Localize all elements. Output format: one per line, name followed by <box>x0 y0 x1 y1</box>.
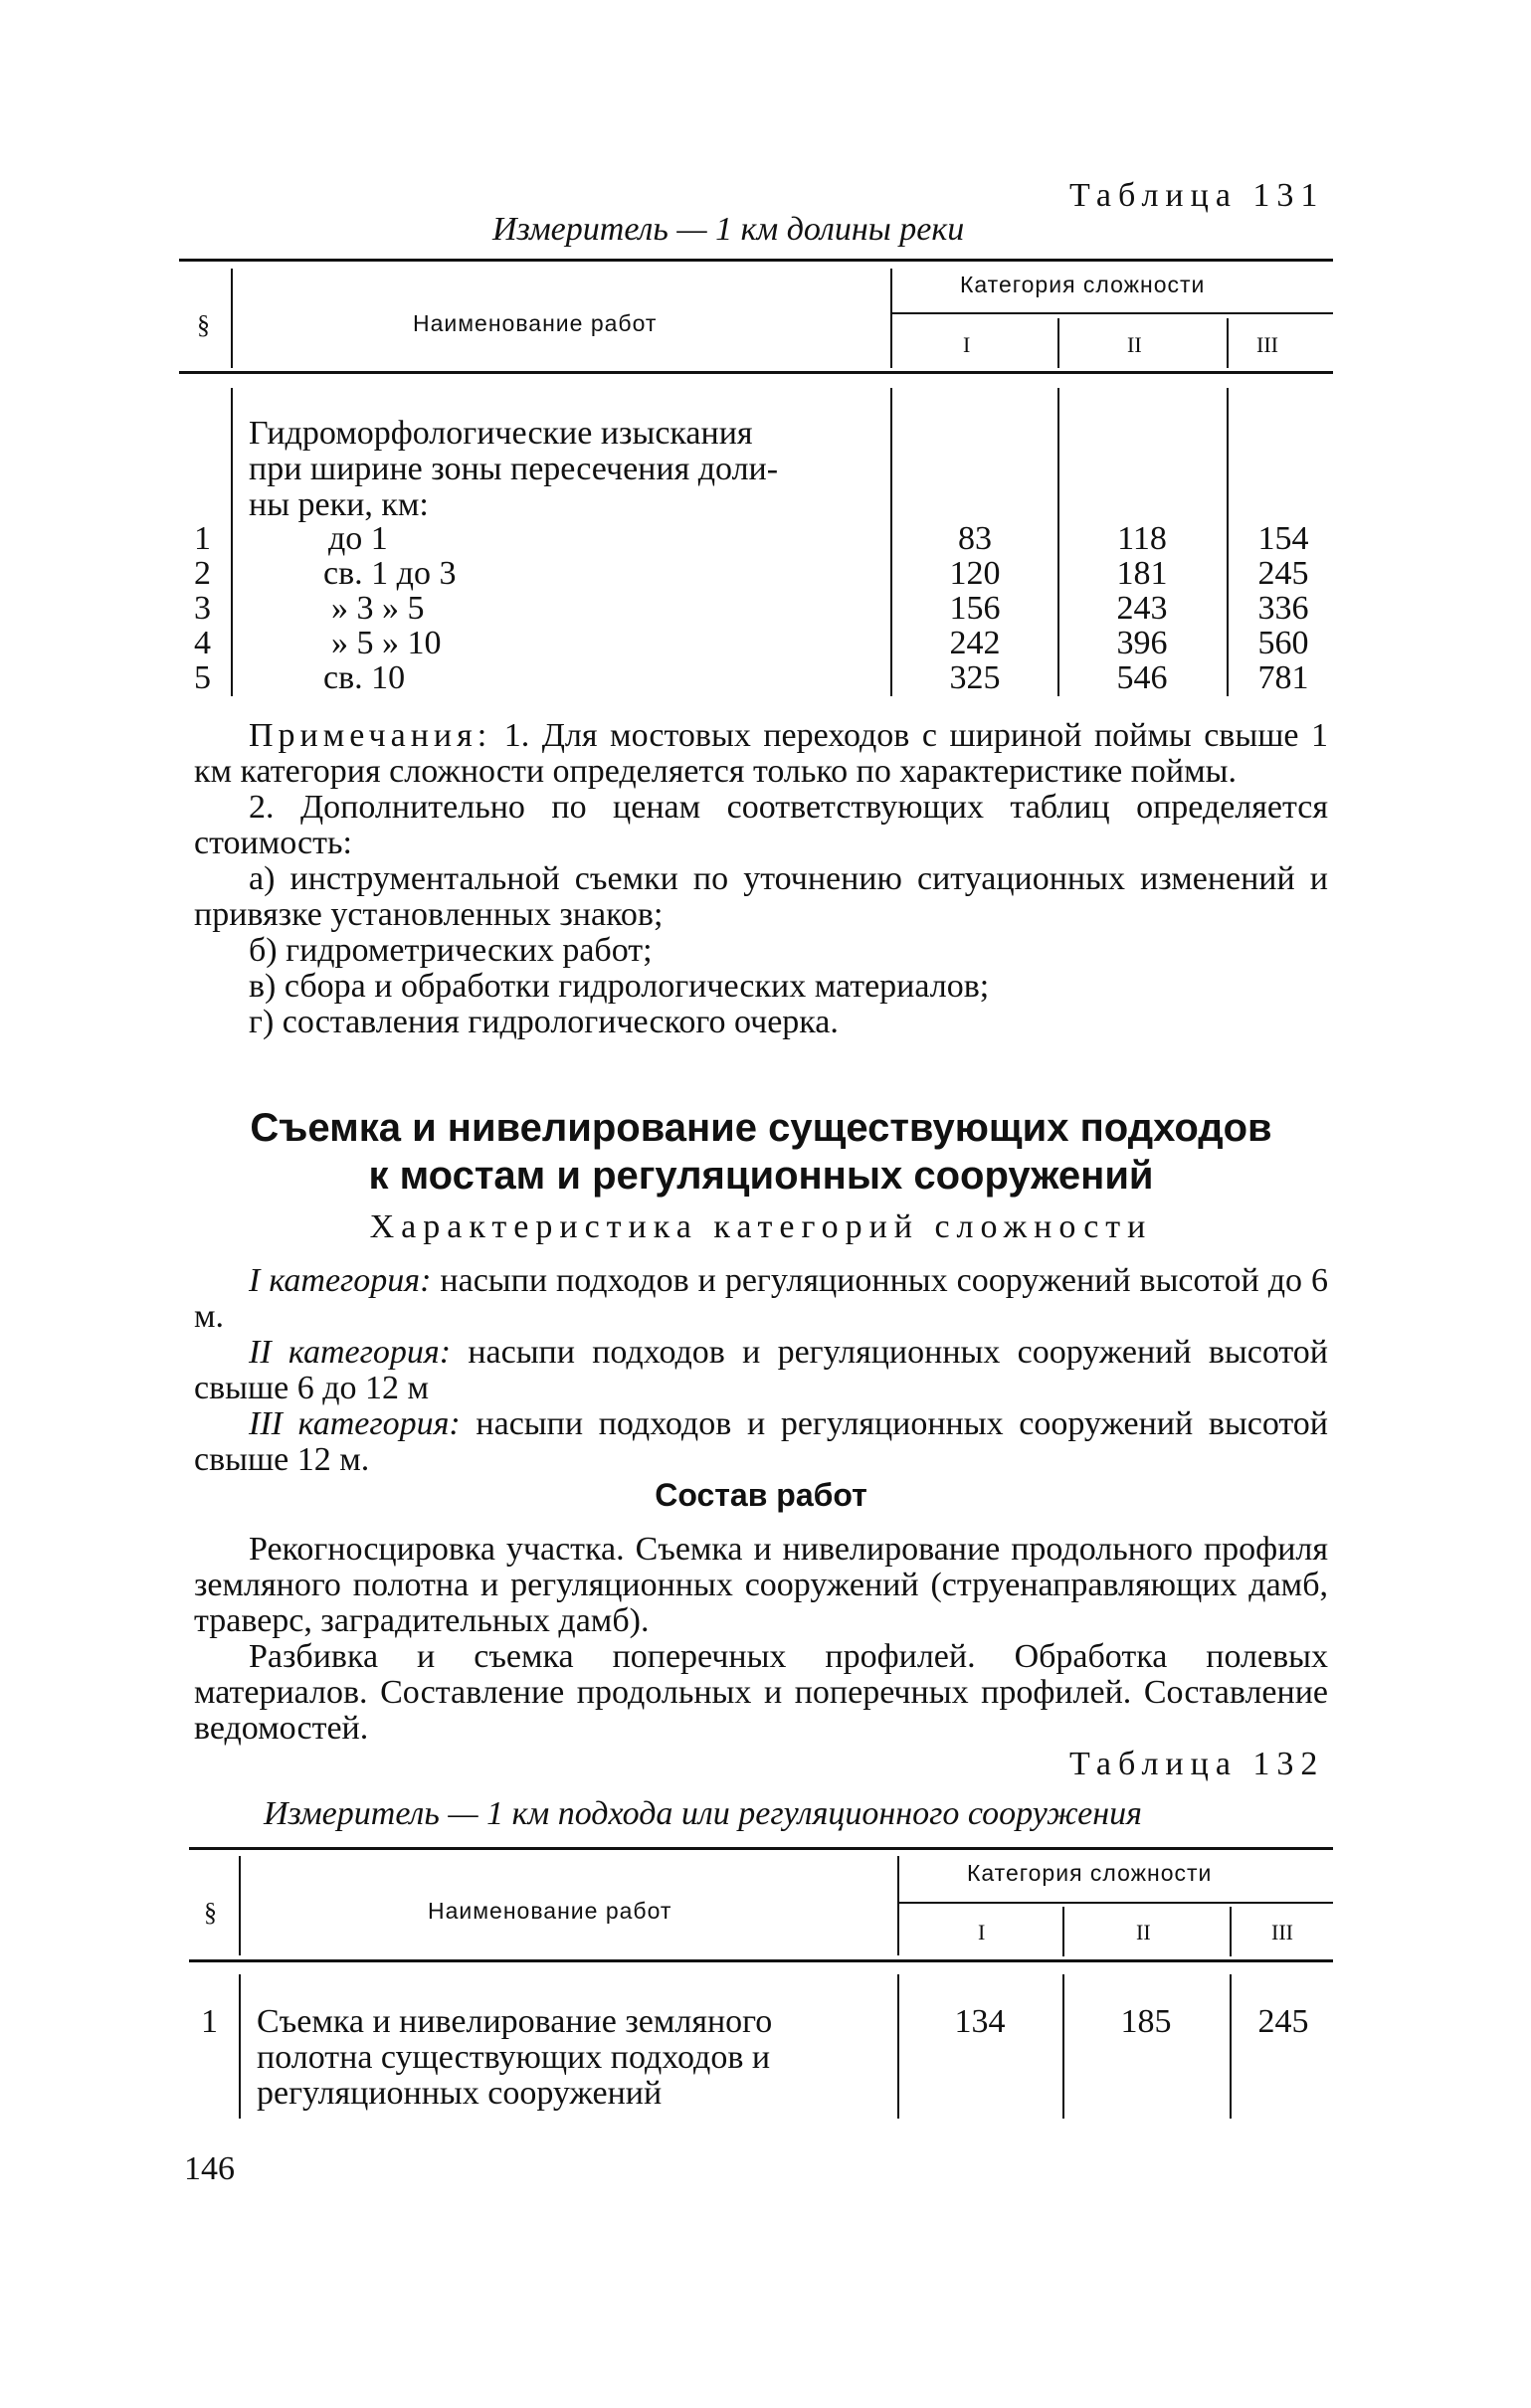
header-category: Категория сложности <box>967 1860 1213 1886</box>
col-divider <box>1230 1974 1232 2119</box>
category-1-text: насыпи подходов и регуляционных сооружений высотой до 6 м. <box>194 1262 1328 1335</box>
header-cat-I: I <box>963 332 971 357</box>
cell-cat-I: 325 <box>949 659 1001 696</box>
category-3 <box>194 1406 1328 1478</box>
row-name-line: Съемка и нивелирование земляного <box>257 2003 773 2040</box>
header-cat-III: III <box>1256 332 1278 357</box>
col-divider <box>1057 318 1059 368</box>
row-name: » 3 » 5 <box>331 590 425 627</box>
category-3-label: III категория: <box>249 1405 461 1442</box>
intro-line: Гидроморфологические изыскания <box>249 415 753 452</box>
cell-cat-III: 781 <box>1257 659 1309 696</box>
cell-cat-II: 546 <box>1116 659 1168 696</box>
row-name-line: полотна существующих подходов и <box>257 2039 771 2076</box>
cell-cat-II: 185 <box>1120 2003 1172 2040</box>
col-divider <box>239 1974 241 2119</box>
row-name: до 1 <box>328 520 388 557</box>
notes-label: Примечания: <box>249 717 492 754</box>
category-2-label: II категория: <box>249 1334 452 1371</box>
row-name: » 5 » 10 <box>331 625 442 661</box>
cell-cat-I: 242 <box>949 625 1001 661</box>
cell-cat-III: 560 <box>1257 625 1309 661</box>
category-2-text: насыпи подходов и регуляционных сооружений высотой свыше 6 до 12 м <box>194 1334 1328 1406</box>
table-top-rule <box>179 259 1333 262</box>
category-subrule <box>897 1902 1333 1904</box>
cell-cat-II: 181 <box>1116 555 1168 592</box>
cell-cat-II: 396 <box>1116 625 1168 661</box>
header-bottom-rule <box>189 1959 1333 1962</box>
category-block <box>194 1263 1328 1478</box>
work-paragraph-1: Рекогносцировка участка. Съемка и нивелирование продольного профиля земляного полотна и регуляционных сооружений (струенаправляющих дамб, траверс, заградительных дамб). <box>194 1531 1328 1639</box>
row-number: 1 <box>201 2003 218 2040</box>
header-section-sign: § <box>204 1898 217 1927</box>
col-divider <box>890 269 892 368</box>
category-subrule <box>890 312 1333 314</box>
row-name-line: регуляционных сооружений <box>257 2075 663 2112</box>
note-item-b: б) гидрометрических работ; <box>249 932 653 969</box>
note-item-a: а) инструментальной съемки по уточнению ситуационных изменений и привязке установленных знаков; <box>194 860 1328 933</box>
row-number: 5 <box>194 659 211 696</box>
header-category: Категория сложности <box>960 272 1206 297</box>
header-bottom-rule <box>179 371 1333 374</box>
note-item-d: г) составления гидрологического очерка. <box>249 1004 839 1040</box>
notes-block <box>194 718 1328 1040</box>
col-divider <box>231 388 233 696</box>
table-top-rule <box>189 1847 1333 1850</box>
section-title-line: к мостам и регуляционных сооружений <box>368 1154 1154 1198</box>
col-divider <box>897 1974 899 2119</box>
cell-cat-III: 336 <box>1257 590 1309 627</box>
col-divider <box>897 1856 899 1955</box>
row-name: св. 10 <box>323 659 406 696</box>
row-name: св. 1 до 3 <box>323 555 457 592</box>
section-title <box>194 1104 1328 1200</box>
section-subtitle: Характеристика категорий сложности <box>369 1208 1153 1245</box>
row-name <box>257 2004 883 2112</box>
col-divider <box>1062 1974 1064 2119</box>
header-section-sign: § <box>197 310 210 339</box>
col-divider <box>890 388 892 696</box>
row-number: 3 <box>194 590 211 627</box>
row-number: 1 <box>194 520 211 557</box>
header-cat-I: I <box>978 1920 986 1945</box>
header-cat-II: II <box>1127 332 1142 357</box>
note-1 <box>194 718 1328 790</box>
intro-line: при ширине зоны пересечения доли- <box>249 451 779 487</box>
intro-line: ны реки, км: <box>249 486 429 523</box>
row-number: 4 <box>194 625 211 661</box>
category-1-label: I категория: <box>249 1262 432 1299</box>
cell-cat-I: 83 <box>958 520 992 557</box>
header-work-name: Наименование работ <box>413 310 658 336</box>
category-2 <box>194 1335 1328 1406</box>
col-divider <box>1227 318 1229 368</box>
table-131-measure: Измеритель — 1 км долины реки <box>492 211 965 248</box>
col-divider <box>239 1856 241 1955</box>
cell-cat-II: 243 <box>1116 590 1168 627</box>
cell-cat-III: 245 <box>1257 555 1309 592</box>
cell-cat-I: 156 <box>949 590 1001 627</box>
work-paragraph-2: Разбивка и съемка поперечных профилей. Обработка полевых материалов. Составление продольных и поперечных профилей. Составление ведомостей. <box>194 1638 1328 1747</box>
table-132-measure: Измеритель — 1 км подхода или регуляционного сооружения <box>264 1795 1142 1832</box>
page-number: 146 <box>184 2150 235 2187</box>
cell-cat-I: 120 <box>949 555 1001 592</box>
note-2: 2. Дополнительно по ценам соответствующих таблиц определяется стоимость: <box>194 789 1328 861</box>
cell-cat-II: 118 <box>1117 520 1167 557</box>
section-title-line: Съемка и нивелирование существующих подходов <box>250 1106 1272 1150</box>
cell-cat-I: 134 <box>954 2003 1006 2040</box>
note-1-text: 1. Для мостовых переходов с шириной поймы свыше 1 км категория сложности определяется только по характеристике поймы. <box>194 717 1328 790</box>
header-work-name: Наименование работ <box>428 1898 672 1924</box>
header-cat-III: III <box>1271 1920 1293 1945</box>
row-number: 2 <box>194 555 211 592</box>
cell-cat-III: 245 <box>1257 2003 1309 2040</box>
table-131-label: Таблица 131 <box>1069 177 1325 214</box>
cell-cat-III: 154 <box>1257 520 1309 557</box>
work-composition-title: Состав работ <box>655 1477 867 1513</box>
header-cat-II: II <box>1136 1920 1151 1945</box>
table-132-label: Таблица 132 <box>1069 1746 1325 1782</box>
col-divider <box>231 269 233 368</box>
col-divider <box>1230 1907 1232 1956</box>
intro-text <box>249 416 875 523</box>
col-divider <box>1057 388 1059 696</box>
col-divider <box>1227 388 1229 696</box>
category-1 <box>194 1263 1328 1335</box>
note-item-c: в) сбора и обработки гидрологических материалов; <box>249 968 990 1005</box>
work-composition-text <box>194 1532 1328 1747</box>
col-divider <box>1062 1907 1064 1956</box>
category-3-text: насыпи подходов и регуляционных сооружений высотой свыше 12 м. <box>194 1405 1328 1478</box>
